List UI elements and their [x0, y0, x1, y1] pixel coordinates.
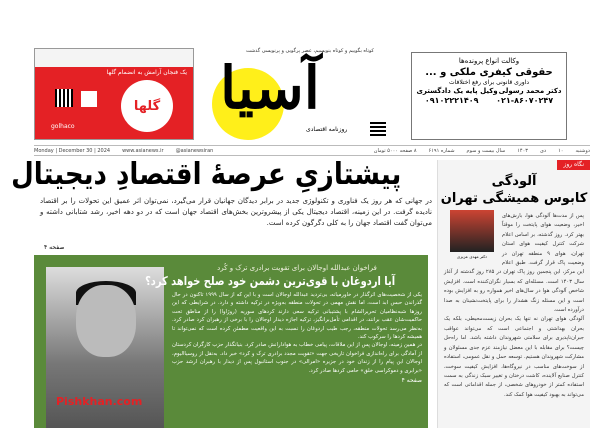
- masthead-tagline: کوتاه بگوییم و کوتاه بنویسیم، عصر پرگویی و پرنویسی گذشت: [246, 48, 374, 54]
- ad-slogan: یک فنجان آرامش به انضمام گلها: [106, 69, 187, 76]
- issue-number: شماره ۶۱۹۱: [428, 147, 455, 154]
- ad-title: وکیل پایه یک دادگستری: [416, 86, 498, 95]
- feature-kicker-text: فراخوان عبدالله اوجالان برای تقویت برادری ترک و کُرد: [217, 264, 377, 272]
- title-line: آلودگی: [491, 174, 537, 189]
- sidebar-title: [438, 173, 590, 207]
- unesco-icon: [81, 91, 97, 107]
- section-label: نگاه روز: [557, 160, 590, 170]
- ad-brand: گلها: [133, 98, 161, 114]
- english-date: Monday | December 30 | 2024: [34, 147, 111, 154]
- watermark: Pishkhan.com: [56, 395, 143, 408]
- main-headline: [10, 157, 430, 193]
- website-link[interactable]: www.asianews.ir: [122, 147, 164, 154]
- ad-mobile: ۰۹۱۰۲۲۲۱۴۰۹: [424, 95, 479, 105]
- sidebar-paragraph: پس از مدت‌ها آلودگی هوا، بارش‌های اخیر، وضعیت هوای پایتخت را موقتاً بهتر کرد. روز گذشته، بر اساس اعلام شرکت کنترل کیفیت هوای استان تهران، هوای ۹ منطقه تهران در وضعیت پاک قرار گرفت. طبق اعلام این مرکز، این پنجمین روز پاک تهران در ۲۸۵ روز گذشته از آغاز سال ۱۴۰۳ است. مسئله‌ای که بسیار نگران‌کننده است. افزایش شاخص آلودگی هوا در سال‌های اخیر همواره رو به افزایش بوده است و این مسئله زنگ هشدار را برای پایتخت‌نشینان به صدا درآورده است.: [444, 213, 585, 314]
- social-handle[interactable]: @asianewsiran: [175, 147, 214, 154]
- persian-year: ۱۴۰۳: [517, 147, 528, 154]
- ad-line2: حقوقی کیفری ملکی و ...: [425, 67, 553, 79]
- title-line: کابوس همیشگی تهران: [440, 191, 588, 206]
- feature-title-text: آیا اردوغان با قوی‌ترین دشمن خود صلح خواهد کرد؟: [144, 274, 395, 288]
- day: ۱۰: [558, 147, 564, 154]
- feature-paragraph: یکی از شخصیت‌های اثرگذار در خاورمیانه، بی‌تردید عبدالله اوجالان است و با این که از سال ۱۹۹۹ تاکنون در حال گذراندن حبس ابد است، اما نقش مهمی در تحولات منطقه به‌ویژه در ترکیه داشته و دارد. در شرایطی که این روزها شبه‌نظامیان تحریرالشام با پشتیبانی ترکیه سعی دارند کردهای سوریه (روژاوا) را از مناطق تحت حاکمیت‌شان عقب برانند، در اقدامی تأمل‌برانگیز، ترکیه اجازه دیدار اوجالان را با برخی از رهبران کرد صادر کرد. به‌نظر می‌رسد تحولات منطقه، رجب طیب اردوغان را نسبت به این واقعیت مطمئن کرده است که نمی‌تواند تا همیشه کردها را سرکوب کند.: [172, 292, 422, 341]
- float-spacer: [444, 212, 502, 264]
- main-lede: در جهانی که هر روز یک فناوری و تکنولوژی جدید در برابر دیدگان جهانیان قرار می‌گیرد، نمی‌توان اثر عمیق این تحولات را بر اقتصاد نادیده گرفت. در این زمینه، اقتصاد دیجیتال یکی از پیشروترین بخش‌های اقتصاد جهان است که در دو دهه اخیر، رشد شتابانی داشته و می‌توان گفت اقتصاد جهان را به کلی دگرگون کرده است.: [40, 197, 432, 227]
- month: دی: [539, 147, 547, 154]
- masthead-subtitle: روزنامه اقتصادی: [306, 126, 348, 133]
- sidebar-paragraph: آلودگی هوای تهران نه تنها یک بحران زیست‌محیطی، بلکه یک بحران بهداشتی و اجتماعی است که می‌تواند عواقب جبران‌ناپذیری برای سلامتی شهروندان داشته باشد. اما راه‌حل چیست؟ برای مقابله با این معضل نیازمند عزم جدی مسئولان و مشارکت شهروندان هستیم. توسعه حمل و نقل عمومی، استفاده از سوخت‌های مناسب در نیروگاه‌ها، افزایش کیفیت سوخت، کنترل صنایع آلاینده، کاشت درختان و تغییر سبک زندگی به سمت استفاده کمتر از خودروهای شخصی، از جمله اقداماتی است که می‌تواند به بهبود کیفیت هوا کمک کند.: [444, 316, 584, 398]
- masthead: [210, 48, 410, 143]
- feature-photo: [46, 267, 164, 428]
- masthead-name: آسیا: [220, 54, 320, 122]
- feature-title: [144, 274, 422, 289]
- qr-code-icon: [370, 120, 386, 136]
- feature-paragraph: در همین زمینه، اوجالان پس از این ملاقات، پیامی خطاب به هوادارانش صادر کرد. بنیانگذار حزب کارگران کردستان از آمادگی برای راه‌اندازی فراخوان تاریخی جهت «تقویت مجدد برادری ترک و کرد» خبر داد. به‌نقل از روسیاالیوم، اوجالان این پیام را از زندان خود در جزیره «امرالی» در جنوب استانبول پس از دیدار با رهبران ارشد حزب «برابری و دموکراسی خلق» حامی کردها صادر کرد.: [172, 342, 422, 374]
- ad-brand-logo: [121, 80, 173, 132]
- main-headline-text: پیشتازیِ عرصهٔ اقتصادِ دیجیتال: [10, 157, 401, 192]
- ad-line3: داوری قانونی برای رفع اختلافات: [448, 79, 529, 87]
- ad-decor: [35, 49, 193, 67]
- photo-caption: دکتر مهدی عزیزی: [457, 254, 487, 259]
- price: ۸ صفحه ۵۰۰۰ تومان: [373, 147, 417, 154]
- ad-website: golhaco: [51, 123, 75, 130]
- weekday: دوشنبه: [575, 147, 590, 154]
- ad-phone: ۰۲۱-۸۶۰۷۰۲۴۷: [496, 95, 554, 105]
- feature-box: [34, 255, 428, 428]
- sidebar-column: [437, 160, 590, 428]
- ad-lawyer: دکتر محمد رسولی: [498, 86, 562, 95]
- photo-face: [76, 285, 136, 357]
- qr-code-icon: [55, 89, 73, 107]
- sidebar-body: [444, 212, 584, 400]
- advertisement-golha[interactable]: [34, 48, 194, 140]
- page-reference: صفحه ۴: [44, 244, 65, 251]
- volume-year: سال بیست و سوم: [466, 147, 506, 154]
- ad-line1: وکالت انواع پرونده‌ها: [458, 57, 520, 65]
- feature-kicker: [172, 263, 422, 273]
- date-bar: [34, 145, 590, 156]
- advertisement-lawyer[interactable]: [411, 52, 567, 140]
- page-reference: صفحه ۴: [401, 377, 422, 385]
